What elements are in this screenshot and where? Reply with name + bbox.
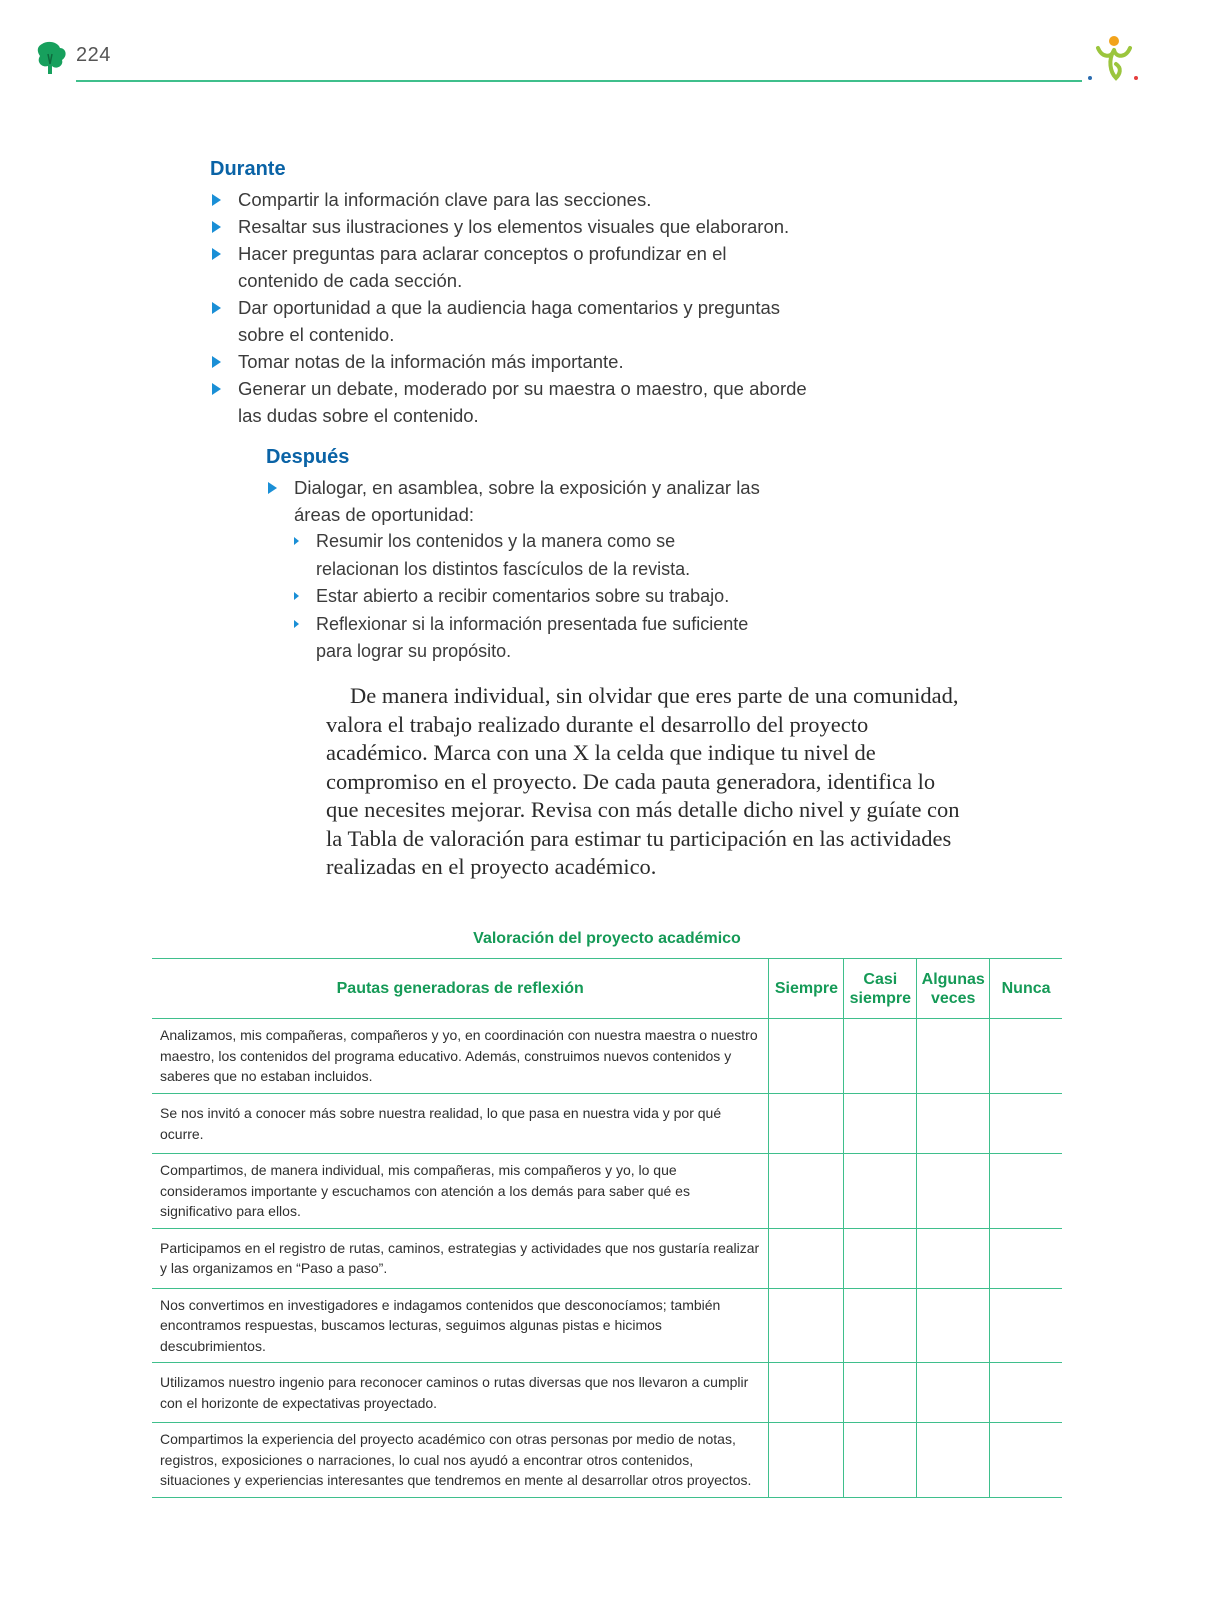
header-divider — [76, 80, 1082, 82]
criterion-cell: Nos convertimos en investigadores e indagamos contenidos que desconocíamos; también encontramos respuestas, buscamos lecturas, seguimos algunas pistas e hicimos descubrimientos. — [152, 1288, 769, 1363]
despues-heading: Después — [266, 446, 350, 468]
nunca-cell[interactable] — [990, 1094, 1062, 1154]
criterion-cell: Compartimos, de manera individual, mis compañeras, mis compañeros y yo, lo que consideramos importante y escuchamos con atención a los demás para saber qué es significativo para ellos. — [152, 1154, 769, 1229]
header-pautas: Pautas generadoras de reflexión — [152, 959, 769, 1019]
criterion-cell: Se nos invitó a conocer más sobre nuestra realidad, lo que pasa en nuestra vida y por qué ocurre. — [152, 1094, 769, 1154]
list-item: Hacer preguntas para aclarar conceptos o profundizar en el contenido de cada sección. — [208, 240, 808, 294]
algunas-veces-cell[interactable] — [917, 1423, 990, 1498]
table-row — [152, 1094, 1062, 1154]
list-item: Resaltar sus ilustraciones y los elementos visuales que elaboraron. — [208, 213, 808, 240]
siempre-cell[interactable] — [769, 1228, 844, 1288]
nunca-cell[interactable] — [990, 1154, 1062, 1229]
algunas-veces-cell[interactable] — [917, 1363, 990, 1423]
page-number: 224 — [76, 44, 111, 66]
despues-list — [264, 474, 784, 528]
casi-siempre-cell[interactable] — [844, 1154, 917, 1229]
header-algunas-veces: Algunas veces — [917, 959, 990, 1019]
despues-sublist — [292, 528, 752, 666]
list-item: Dar oportunidad a que la audiencia haga comentarios y preguntas sobre el contenido. — [208, 294, 808, 348]
table-row — [152, 1154, 1062, 1229]
algunas-veces-cell[interactable] — [917, 1154, 990, 1229]
siempre-cell[interactable] — [769, 1094, 844, 1154]
durante-heading: Durante — [210, 158, 286, 180]
nunca-cell[interactable] — [990, 1019, 1062, 1094]
list-item: Tomar notas de la información más importante. — [208, 348, 808, 375]
header-casi-siempre: Casi siempre — [844, 959, 917, 1019]
valoracion-table — [152, 958, 1062, 1498]
casi-siempre-cell[interactable] — [844, 1228, 917, 1288]
algunas-veces-cell[interactable] — [917, 1094, 990, 1154]
nunca-cell[interactable] — [990, 1363, 1062, 1423]
algunas-veces-cell[interactable] — [917, 1019, 990, 1094]
list-item: Compartir la información clave para las secciones. — [208, 186, 808, 213]
siempre-cell[interactable] — [769, 1154, 844, 1229]
criterion-cell: Compartimos la experiencia del proyecto académico con otras personas por medio de notas, registros, exposiciones o narraciones, lo cual nos ayudó a encontrar otros contenidos, situaciones y experiencias interesantes que tendremos en mente al desarrollar otros proyectos. — [152, 1423, 769, 1498]
figure-logo — [1086, 34, 1142, 86]
siempre-cell[interactable] — [769, 1423, 844, 1498]
table-row — [152, 1228, 1062, 1288]
nunca-cell[interactable] — [990, 1288, 1062, 1363]
algunas-veces-cell[interactable] — [917, 1288, 990, 1363]
casi-siempre-cell[interactable] — [844, 1423, 917, 1498]
table-row — [152, 1363, 1062, 1423]
list-item: Dialogar, en asamblea, sobre la exposición y analizar las áreas de oportunidad: — [264, 474, 784, 528]
tree-icon — [36, 40, 68, 76]
table-row — [152, 1019, 1062, 1094]
siempre-cell[interactable] — [769, 1019, 844, 1094]
siempre-cell[interactable] — [769, 1363, 844, 1423]
criterion-cell: Analizamos, mis compañeras, compañeros y yo, en coordinación con nuestra maestra o nuestro maestro, los contenidos del programa educativo. Además, construimos nuevos contenidos y saberes que no estaban incluidos. — [152, 1019, 769, 1094]
list-item: Reflexionar si la información presentada fue suficiente para lograr su propósito. — [292, 611, 752, 666]
casi-siempre-cell[interactable] — [844, 1288, 917, 1363]
nunca-cell[interactable] — [990, 1228, 1062, 1288]
casi-siempre-cell[interactable] — [844, 1363, 917, 1423]
criterion-cell: Participamos en el registro de rutas, caminos, estrategias y actividades que nos gustaría realizar y las organizamos en “Paso a paso”. — [152, 1228, 769, 1288]
table-caption: Valoración del proyecto académico — [473, 930, 741, 947]
header-siempre: Siempre — [769, 959, 844, 1019]
algunas-veces-cell[interactable] — [917, 1228, 990, 1288]
nunca-cell[interactable] — [990, 1423, 1062, 1498]
table-row — [152, 1423, 1062, 1498]
criterion-cell: Utilizamos nuestro ingenio para reconocer caminos o rutas diversas que nos llevaron a cumplir con el horizonte de expectativas proyectado. — [152, 1363, 769, 1423]
siempre-cell[interactable] — [769, 1288, 844, 1363]
header-nunca: Nunca — [990, 959, 1062, 1019]
instructions-paragraph: De manera individual, sin olvidar que eres parte de una comunidad, valora el trabajo realizado durante el desarrollo del proyecto académico. Marca con una X la celda que indique tu nivel de compromiso en el proyecto. De cada pauta generadora, identifica lo que necesites mejorar. Revisa con más detalle dicho nivel y guíate con la Tabla de valoración para estimar tu participación en las actividades realizadas en el proyecto académico. — [326, 683, 960, 879]
list-item: Generar un debate, moderado por su maestra o maestro, que aborde las dudas sobre el contenido. — [208, 375, 808, 429]
table-header-row — [152, 959, 1062, 1019]
list-item: Estar abierto a recibir comentarios sobre su trabajo. — [292, 583, 752, 611]
table-row — [152, 1288, 1062, 1363]
casi-siempre-cell[interactable] — [844, 1019, 917, 1094]
list-item: Resumir los contenidos y la manera como se relacionan los distintos fascículos de la revista. — [292, 528, 752, 583]
casi-siempre-cell[interactable] — [844, 1094, 917, 1154]
durante-list — [208, 186, 808, 429]
